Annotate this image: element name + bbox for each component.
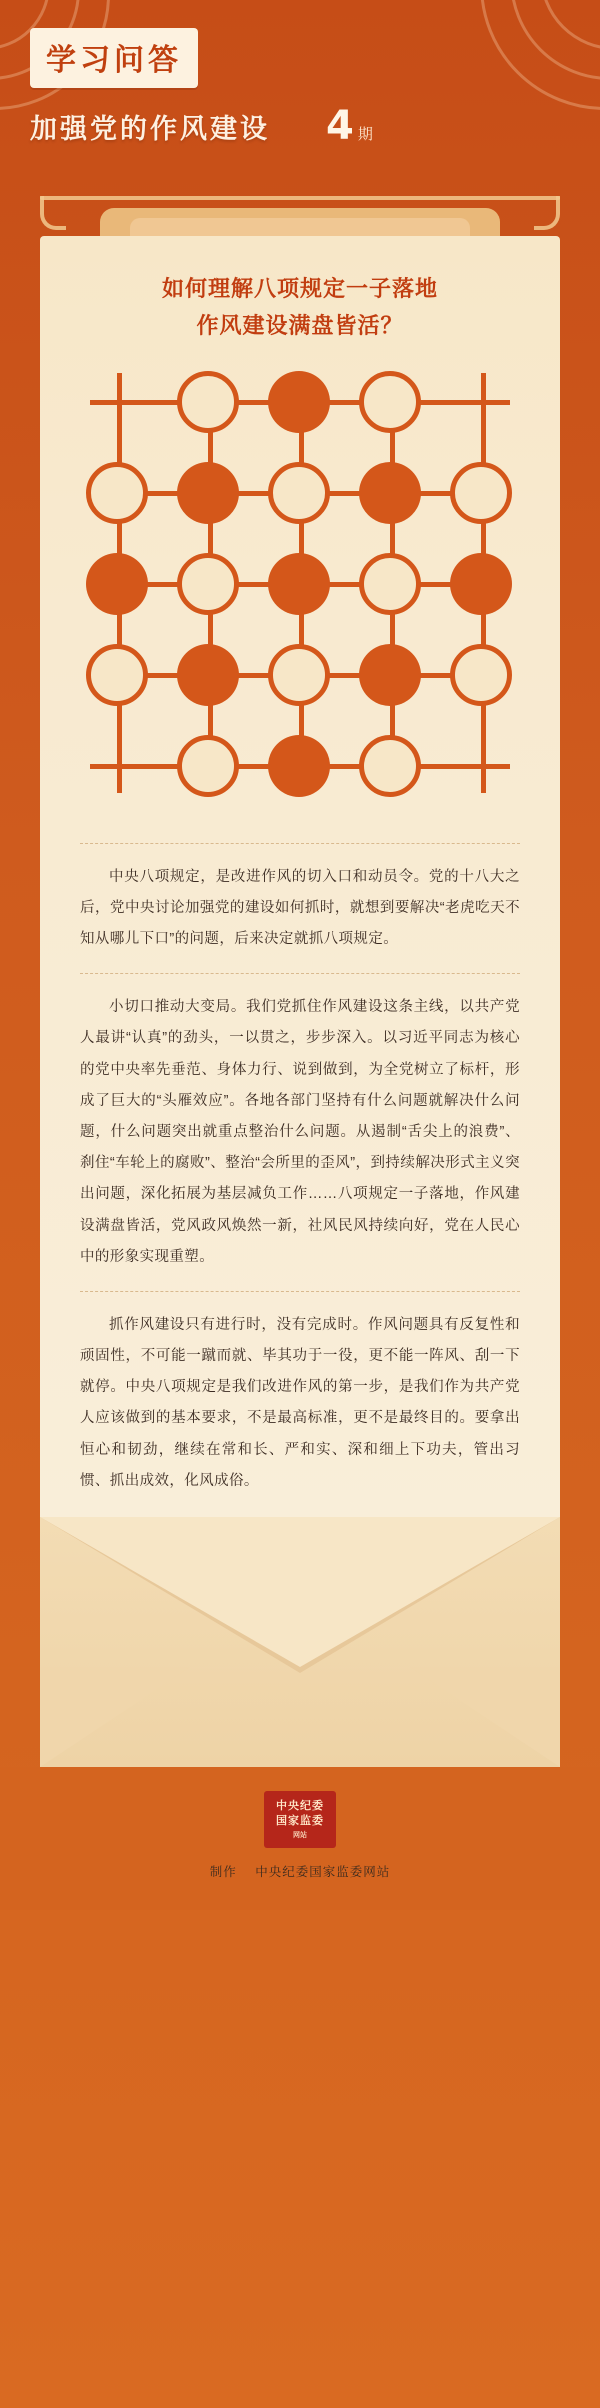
credit-line xyxy=(0,1862,600,1880)
article-body xyxy=(40,803,560,1517)
card-title xyxy=(40,270,560,345)
eave-hook-right xyxy=(534,196,560,230)
divider-1 xyxy=(80,973,520,974)
card-title-line-2: 作风建设满盘皆活？ xyxy=(196,313,404,339)
credit-label: 制作 xyxy=(209,1865,237,1879)
issue-unit-label: 期 xyxy=(357,126,374,143)
paragraph-1: 中央八项规定，是改进作风的切入口和动员令。党的十八大之后，党中央讨论加强党的建设如何抓时，就想到要解决“老虎吃天不知从哪儿下口”的问题，后来决定就抓八项规定。 xyxy=(80,868,520,948)
issue-number: 4 xyxy=(326,103,354,149)
poster-header xyxy=(0,0,600,170)
seal-line-1: 中央纪委 xyxy=(276,1799,324,1812)
eave-ornament xyxy=(40,176,560,236)
page-title: 学习问答 xyxy=(30,28,198,88)
envelope-flap xyxy=(40,1517,560,1667)
poster-subtitle: 加强党的作风建设 xyxy=(30,114,270,144)
divider-top xyxy=(80,843,520,844)
card-title-line-1: 如何理解八项规定一子落地 xyxy=(161,276,438,301)
official-seal xyxy=(264,1791,336,1848)
poster-footer xyxy=(0,1767,600,1910)
go-board-icon xyxy=(90,373,510,793)
issue-badge xyxy=(326,103,374,149)
eave-roof xyxy=(100,208,500,236)
envelope-right-fold xyxy=(410,1667,560,1767)
subtitle-row xyxy=(30,103,600,149)
envelope-left-fold xyxy=(40,1667,190,1767)
seal-site-label: 网站 xyxy=(293,1831,307,1839)
credit-value: 中央纪委国家监委网站 xyxy=(255,1865,391,1879)
eave-bar xyxy=(40,196,560,200)
paragraph-2: 小切口推动大变局。我们党抓住作风建设这条主线，以共产党人最讲“认真”的劲头，一以贯之，步步深入。以习近平同志为核心的党中央率先垂范、身体力行、说到做到，为全党树立了标杆，形成了巨大的“头雁效应”。各地各部门坚持有什么问题就解决什么问题，什么问题突出就重点整治什么问题。从遏制“舌尖上的浪费”、刹住“车轮上的腐败”、整治“会所里的歪风”，到持续解决形式主义突出问题，深化拓展为基层减负工作……八项规定一子落地，作风建设满盘皆活，党风政风焕然一新，社风民风持续向好，党在人民心中的形象实现重塑。 xyxy=(80,999,520,1265)
paragraph-3: 抓作风建设只有进行时，没有完成时。作风问题具有反复性和顽固性，不可能一蹴而就、毕其功于一役，更不能一阵风、刮一下就停。中央八项规定是我们改进作风的第一步，是我们作为共产党人应该做到的基本要求，不是最高标准，更不是最终目的。要拿出恒心和韧劲，继续在常和长、严和实、深和细上下功夫，管出习惯、抓出成效，化风成俗。 xyxy=(80,1316,520,1489)
divider-2 xyxy=(80,1291,520,1292)
content-card xyxy=(40,236,560,1517)
eave-hook-left xyxy=(40,196,66,230)
seal-line-2: 国家监委 xyxy=(276,1814,324,1827)
envelope-graphic xyxy=(40,1517,560,1767)
